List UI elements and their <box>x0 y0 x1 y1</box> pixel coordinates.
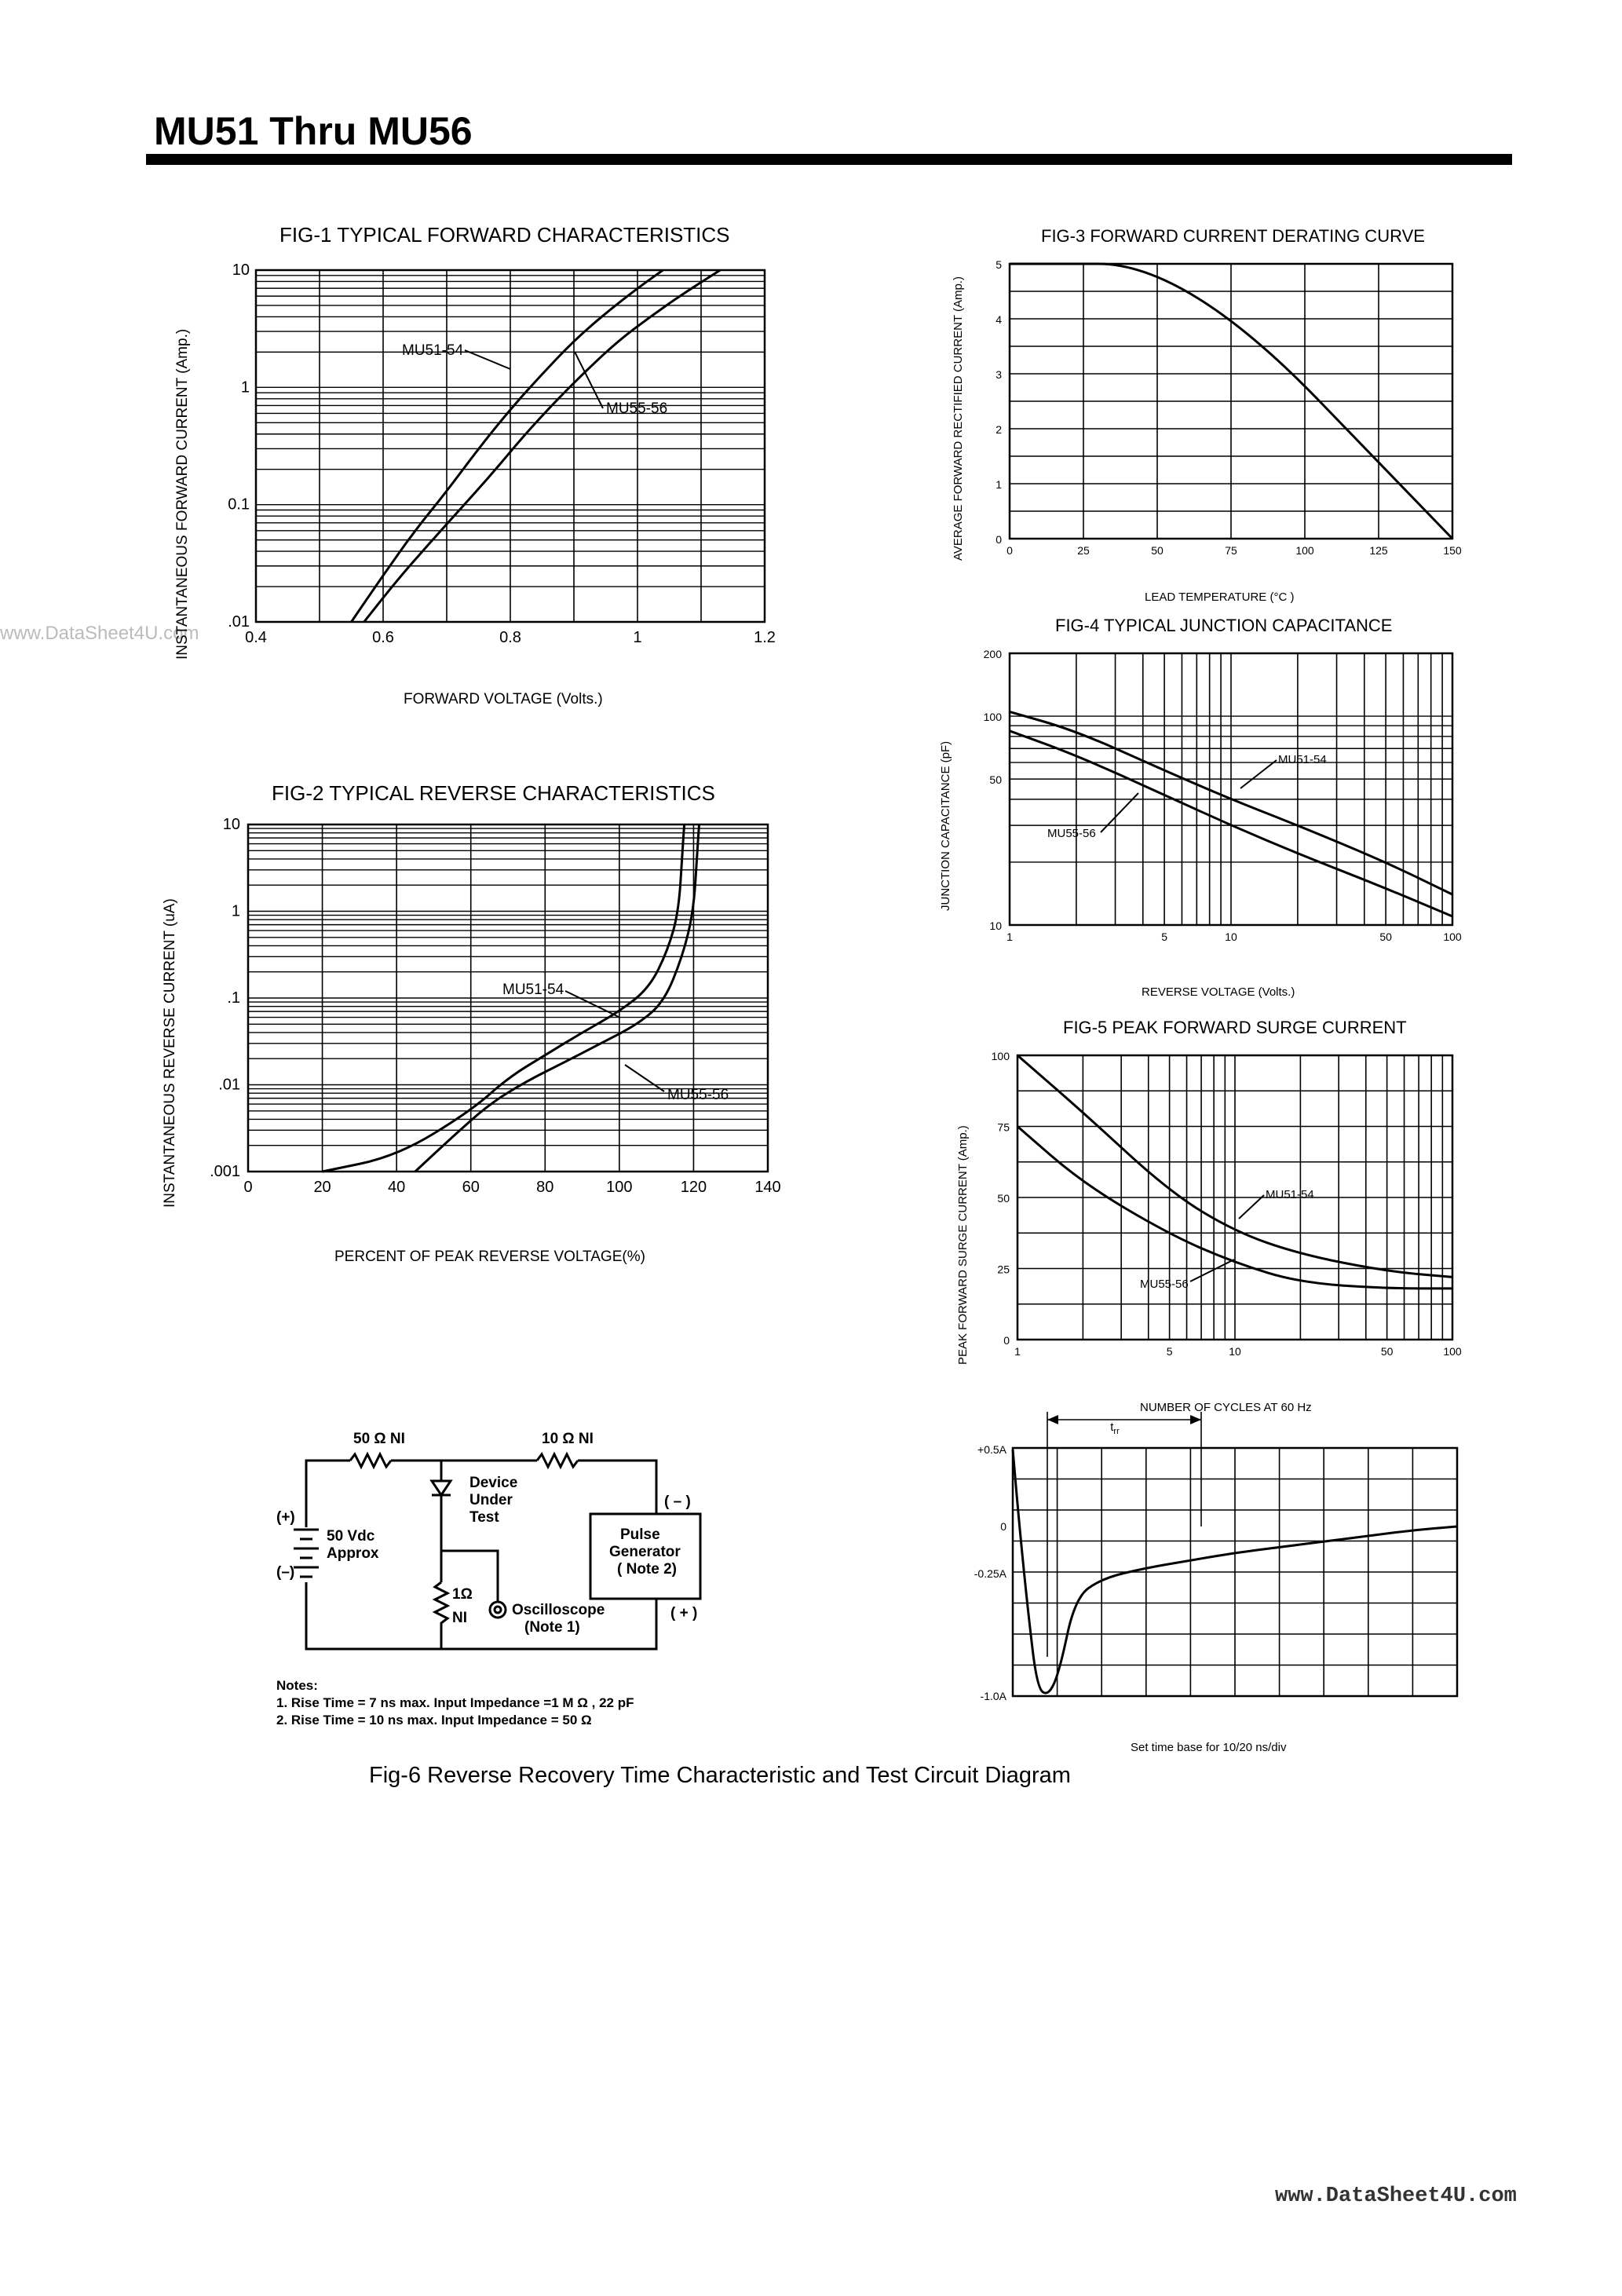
x-tick-label: 1 <box>1006 930 1013 943</box>
resistor-1-zigzag <box>435 1582 448 1649</box>
y-tick-label: 0.1 <box>228 495 250 514</box>
timebase-note: Set time base for 10/20 ns/div <box>1131 1741 1287 1754</box>
page-title: MU51 Thru MU56 <box>154 109 473 153</box>
x-tick-label: 140 <box>754 1179 781 1196</box>
source-label-1: 50 Vdc <box>327 1528 375 1545</box>
fig2-title: FIG-2 TYPICAL REVERSE CHARACTERISTICS <box>272 781 715 805</box>
y-tick-label: .01 <box>218 1076 240 1094</box>
y-tick-label: 10 <box>232 261 250 279</box>
x-tick-label: 50 <box>1380 1345 1394 1358</box>
fig2-xlabel: PERCENT OF PEAK REVERSE VOLTAGE(%) <box>334 1249 645 1265</box>
x-tick-label: 60 <box>462 1179 480 1196</box>
resistor-50-zigzag <box>350 1454 391 1467</box>
source-minus-label: (–) <box>276 1564 295 1581</box>
x-tick-label: 0.8 <box>499 629 521 646</box>
x-tick-label: 20 <box>313 1179 331 1196</box>
x-tick-label: 100 <box>606 1179 633 1196</box>
diode-symbol <box>432 1481 451 1495</box>
oscilloscope-symbol <box>490 1602 506 1618</box>
x-tick-label: 1 <box>1014 1345 1021 1358</box>
wire-left-top <box>306 1461 350 1527</box>
fig5-ylabel: PEAK FORWARD SURGE CURRENT (Amp.) <box>956 1125 970 1365</box>
y-tick-label: 50 <box>989 773 1002 787</box>
pulse-label-3: ( Note 2) <box>617 1561 677 1578</box>
fig4-title: FIG-4 TYPICAL JUNCTION CAPACITANCE <box>1055 616 1393 635</box>
label-mu55-56: MU55-56 <box>1047 827 1096 840</box>
label-mu51-54: MU51-54 <box>502 982 564 998</box>
y-tick-label: -0.25A <box>974 1567 1006 1580</box>
x-tick-label: 10 <box>1229 1345 1241 1358</box>
y-tick-label: 5 <box>995 258 1002 271</box>
note-2: 2. Rise Time = 10 ns max. Input Impedance = 50 Ω <box>276 1713 592 1727</box>
x-tick-label: 0 <box>243 1179 253 1196</box>
x-tick-label: 120 <box>680 1179 707 1196</box>
y-tick-label: 25 <box>997 1263 1010 1276</box>
trr-label: $t_{rr}$ <box>1110 1420 1120 1436</box>
x-tick-label: 0 <box>1006 544 1013 557</box>
scope-label-2: (Note 1) <box>524 1619 580 1636</box>
y-tick-label: 75 <box>997 1121 1010 1134</box>
y-tick-label: 100 <box>983 711 1002 724</box>
fig3-ylabel: AVERAGE FORWARD RECTIFIED CURRENT (Amp.) <box>952 276 965 561</box>
r1-label: 50 Ω NI <box>353 1431 405 1447</box>
x-tick-label: 50 <box>1151 544 1164 557</box>
y-tick-label: 10 <box>989 919 1002 932</box>
pulse-label-2: Generator <box>609 1544 681 1560</box>
y-tick-label: .01 <box>228 613 250 631</box>
fig6-caption: Fig-6 Reverse Recovery Time Characteristic and Test Circuit Diagram <box>369 1763 1071 1788</box>
y-tick-label: 0 <box>995 533 1002 546</box>
x-tick-label: 100 <box>1443 1345 1462 1358</box>
footer-watermark: www.DataSheet4U.com <box>1275 2184 1517 2208</box>
label-mu51-54: MU51-54 <box>1266 1188 1314 1201</box>
dut-label-1: Device <box>469 1475 518 1491</box>
y-tick-label: 100 <box>991 1050 1010 1062</box>
y-tick-label: 0 <box>1000 1520 1006 1533</box>
fig3-title: FIG-3 FORWARD CURRENT DERATING CURVE <box>1041 226 1425 246</box>
label-mu51-54: MU51-54 <box>402 342 464 359</box>
x-tick-label: 75 <box>1225 544 1237 557</box>
y-tick-label: +0.5A <box>977 1443 1006 1456</box>
source-label-2: Approx <box>327 1545 379 1562</box>
y-tick-label: 1 <box>995 478 1002 491</box>
x-tick-label: 100 <box>1443 930 1462 943</box>
x-tick-label: 5 <box>1166 1345 1173 1358</box>
x-tick-label: 40 <box>388 1179 406 1196</box>
x-tick-label: 150 <box>1443 544 1462 557</box>
r3-ni-label: NI <box>452 1610 467 1626</box>
label-mu55-56: MU55-56 <box>667 1087 729 1103</box>
x-tick-label: 0.4 <box>245 629 267 646</box>
y-tick-label: -1.0A <box>980 1690 1006 1702</box>
y-tick-label: .1 <box>227 989 240 1007</box>
fig1-title: FIG-1 TYPICAL FORWARD CHARACTERISTICS <box>279 223 730 247</box>
y-tick-label: 3 <box>995 368 1002 381</box>
r3-label: 1Ω <box>452 1586 473 1603</box>
y-tick-label: 200 <box>983 648 1002 660</box>
x-tick-label: 1 <box>633 629 642 646</box>
y-tick-label: 4 <box>995 313 1002 326</box>
fig4-xlabel: REVERSE VOLTAGE (Volts.) <box>1142 985 1295 999</box>
pg-plus-label: ( + ) <box>670 1605 698 1621</box>
fig5-xlabel: NUMBER OF CYCLES AT 60 Hz <box>1140 1401 1312 1414</box>
label-mu55-56: MU55-56 <box>1140 1278 1189 1291</box>
x-tick-label: 5 <box>1161 930 1168 943</box>
trr-subscript: rr <box>1113 1427 1120 1436</box>
x-tick-label: 100 <box>1295 544 1314 557</box>
dut-label-3: Test <box>469 1509 499 1526</box>
wire-right-top <box>578 1461 656 1514</box>
x-tick-label: 1.2 <box>754 629 776 646</box>
side-watermark: www.DataSheet4U.com <box>0 623 199 644</box>
fig3-xlabel: LEAD TEMPERATURE (°C ) <box>1145 590 1295 604</box>
y-tick-label: 50 <box>997 1192 1010 1205</box>
x-tick-label: 125 <box>1369 544 1388 557</box>
fig4-ylabel: JUNCTION CAPACITANCE (pF) <box>939 740 952 911</box>
r2-label: 10 Ω NI <box>542 1431 594 1447</box>
x-tick-label: 25 <box>1077 544 1090 557</box>
fig1-ylabel: INSTANTANEOUS FORWARD CURRENT (Amp.) <box>174 328 191 660</box>
y-tick-label: .001 <box>210 1163 240 1180</box>
y-tick-label: 0 <box>1003 1334 1010 1347</box>
note-1: 1. Rise Time = 7 ns max. Input Impedance =1 M Ω , 22 pF <box>276 1695 634 1710</box>
x-tick-label: 0.6 <box>372 629 394 646</box>
y-tick-label: 10 <box>222 816 240 833</box>
oscilloscope-symbol-inner <box>495 1607 501 1613</box>
fig2-ylabel: INSTANTANEOUS REVERSE CURRENT (uA) <box>162 898 178 1208</box>
pulse-label-1: Pulse <box>620 1526 660 1543</box>
dut-label-2: Under <box>469 1492 513 1508</box>
notes-heading: Notes: <box>276 1678 318 1693</box>
label-mu51-54: MU51-54 <box>1278 753 1327 766</box>
x-tick-label: 50 <box>1379 930 1392 943</box>
pg-minus-label: ( – ) <box>664 1493 691 1510</box>
y-tick-label: 2 <box>995 423 1002 436</box>
resistor-10-zigzag <box>537 1454 578 1467</box>
x-tick-label: 10 <box>1225 930 1237 943</box>
y-tick-label: 1 <box>231 902 240 920</box>
y-tick-label: 1 <box>240 378 250 397</box>
x-tick-label: 80 <box>536 1179 554 1196</box>
scope-label-1: Oscilloscope <box>512 1602 605 1618</box>
fig1-xlabel: FORWARD VOLTAGE (Volts.) <box>404 691 603 707</box>
fig5-title: FIG-5 PEAK FORWARD SURGE CURRENT <box>1063 1018 1407 1037</box>
label-mu55-56: MU55-56 <box>606 400 668 417</box>
source-plus-label: (+) <box>276 1509 295 1526</box>
